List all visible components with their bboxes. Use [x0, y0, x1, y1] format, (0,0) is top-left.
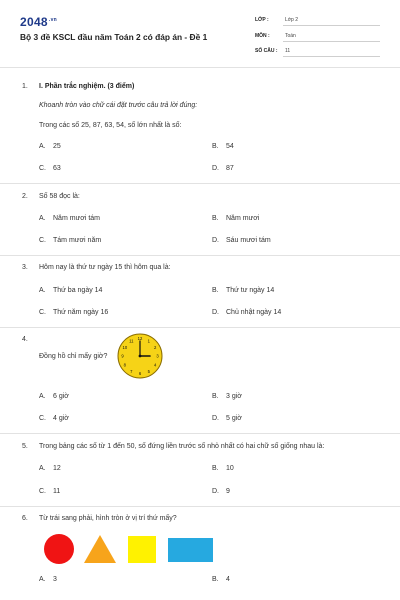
option-text: 54: [226, 143, 234, 150]
blue-rectangle-shape: [168, 538, 213, 562]
question-5-option-d[interactable]: [212, 488, 230, 495]
meta-subject-label: MÔN :: [255, 33, 270, 39]
question-divider: [0, 327, 400, 328]
option-letter: D.: [212, 237, 219, 244]
clock-number: 10: [122, 344, 128, 350]
option-letter: C.: [39, 237, 46, 244]
option-text: 63: [53, 165, 61, 172]
option-text: Sáu mươi tám: [226, 237, 271, 244]
clock-number: 6: [138, 371, 142, 377]
option-text: 12: [53, 465, 61, 472]
option-letter: C.: [39, 165, 46, 172]
option-text: 10: [226, 465, 234, 472]
clock-image: [117, 333, 163, 379]
question-5-option-a[interactable]: [39, 465, 61, 472]
meta-count-underline: [283, 56, 380, 57]
option-text: 87: [226, 165, 234, 172]
option-letter: B.: [212, 393, 219, 400]
question-4-option-a[interactable]: [39, 393, 69, 400]
option-text: 11: [53, 488, 61, 495]
meta-count-label: SỐ CÂU :: [255, 48, 278, 54]
question-3-option-d[interactable]: [212, 309, 281, 316]
question-1-option-c[interactable]: [39, 165, 61, 172]
question-2-option-c[interactable]: [39, 237, 101, 244]
red-circle-shape: [44, 534, 74, 564]
option-letter: B.: [212, 576, 219, 583]
meta-subject-underline: [283, 41, 380, 42]
option-letter: B.: [212, 465, 219, 472]
question-1-number: 1.: [22, 83, 28, 90]
question-3-option-c[interactable]: [39, 309, 108, 316]
question-2-number: 2.: [22, 193, 28, 200]
question-divider: [0, 183, 400, 184]
question-6-option-b[interactable]: [212, 576, 230, 583]
question-1-option-d[interactable]: [212, 165, 234, 172]
clock-number: 8: [123, 362, 127, 368]
option-letter: A.: [39, 287, 46, 294]
section-title: I. Phần trắc nghiệm. (3 điểm): [39, 83, 135, 90]
clock-number: 5: [147, 368, 150, 374]
meta-class-value: Lớp 2: [285, 17, 299, 23]
option-text: Chủ nhật ngày 14: [226, 309, 282, 316]
option-letter: B.: [212, 287, 219, 294]
option-text: 5 giờ: [226, 415, 242, 422]
meta-class-label: LỚP :: [255, 17, 269, 23]
option-letter: A.: [39, 143, 46, 150]
clock-center: [139, 355, 142, 358]
clock-number: 1: [147, 338, 150, 344]
orange-triangle-shape: [84, 535, 116, 563]
question-1-text: Trong các số 25, 87, 63, 54, số lớn nhất là số:: [39, 122, 182, 129]
option-text: 4 giờ: [53, 415, 69, 422]
question-divider: [0, 506, 400, 507]
option-letter: A.: [39, 393, 46, 400]
question-6-number: 6.: [22, 515, 28, 522]
question-5-option-b[interactable]: [212, 465, 234, 472]
option-letter: A.: [39, 215, 46, 222]
clock-number: 4: [153, 362, 157, 368]
question-2-option-b[interactable]: [212, 215, 259, 222]
question-5-number: 5.: [22, 443, 28, 450]
option-text: Tám mươi năm: [53, 237, 102, 244]
question-5-text: Trong bảng các số từ 1 đến 50, số đứng liền trước số nhỏ nhất có hai chữ số giống nhau là:: [39, 443, 325, 450]
option-letter: C.: [39, 309, 46, 316]
question-5-option-c[interactable]: [39, 488, 60, 495]
meta-class: [255, 14, 380, 26]
instruction-text: Khoanh tròn vào chữ cái đặt trước câu trả lời đúng:: [39, 102, 198, 109]
question-3-option-a[interactable]: [39, 287, 102, 294]
question-6-option-a[interactable]: [39, 576, 57, 583]
clock-number: 9: [121, 353, 124, 359]
option-text: Thứ ba ngày 14: [53, 287, 103, 294]
question-1-option-a[interactable]: [39, 143, 61, 150]
question-3-text: Hôm nay là thứ tư ngày 15 thì hôm qua là:: [39, 264, 171, 271]
option-text: 3 giờ: [226, 393, 242, 400]
question-2-option-a[interactable]: [39, 215, 100, 222]
option-letter: A.: [39, 576, 46, 583]
meta-subject-value: Toán: [285, 33, 296, 39]
shapes-image: [40, 530, 220, 570]
question-4-number: 4.: [22, 336, 28, 343]
question-2-option-d[interactable]: [212, 237, 271, 244]
option-letter: B.: [212, 143, 219, 150]
meta-class-underline: [283, 25, 380, 26]
clock-number: 12: [137, 336, 143, 342]
question-3-number: 3.: [22, 264, 28, 271]
site-logo[interactable]: [20, 15, 57, 29]
option-text: 4: [226, 576, 230, 583]
option-letter: B.: [212, 215, 219, 222]
document-title: Bộ 3 đề KSCL đầu năm Toán 2 có đáp án - Đề 1: [20, 32, 208, 42]
option-letter: D.: [212, 309, 219, 316]
question-divider: [0, 255, 400, 256]
question-4-option-b[interactable]: [212, 393, 242, 400]
clock-number: 11: [129, 338, 134, 344]
option-text: 3: [53, 576, 57, 583]
question-divider: [0, 433, 400, 434]
yellow-square-shape: [128, 536, 156, 563]
question-4-text: Đồng hồ chỉ mấy giờ?: [39, 353, 108, 360]
option-letter: D.: [212, 415, 219, 422]
header-divider: [0, 67, 400, 68]
option-text: 9: [226, 488, 230, 495]
option-letter: D.: [212, 488, 219, 495]
question-6-text: Từ trái sang phải, hình tròn ở vị trí thứ mấy?: [39, 515, 177, 522]
clock-number: 3: [156, 353, 159, 359]
question-2-text: Số 58 đọc là:: [39, 193, 80, 200]
question-4-option-c[interactable]: [39, 415, 69, 422]
option-text: Thứ tư ngày 14: [226, 287, 275, 294]
clock-number: 2: [153, 344, 157, 350]
option-text: 25: [53, 143, 61, 150]
option-letter: C.: [39, 488, 46, 495]
question-4-option-d[interactable]: [212, 415, 242, 422]
option-text: Năm mươi: [226, 215, 260, 222]
option-letter: A.: [39, 465, 46, 472]
option-letter: D.: [212, 165, 219, 172]
meta-subject: [255, 30, 380, 42]
option-text: 6 giờ: [53, 393, 69, 400]
meta-count-value: 11: [285, 48, 291, 54]
logo-tld: .vn: [48, 17, 58, 23]
question-3-option-b[interactable]: [212, 287, 274, 294]
question-1-option-b[interactable]: [212, 143, 234, 150]
option-text: Thứ năm ngày 16: [53, 309, 109, 316]
clock-number: 7: [130, 368, 133, 374]
logo-text: 2048: [20, 15, 48, 29]
option-text: Năm mươi tám: [53, 215, 101, 222]
option-letter: C.: [39, 415, 46, 422]
meta-count: [255, 45, 380, 57]
